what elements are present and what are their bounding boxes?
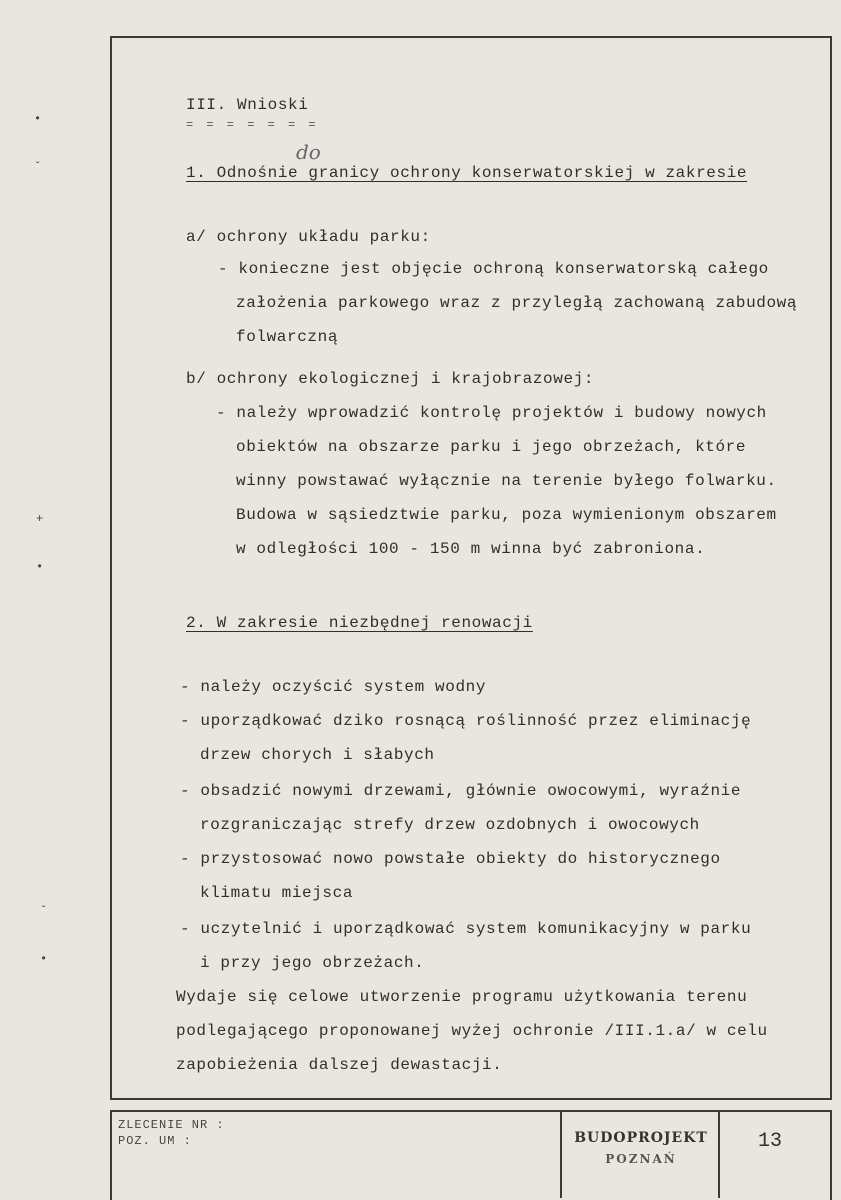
section2-line: klimatu miejsca [200,884,354,902]
closing-line: Wydaje się celowe utworzenie programu użytkowania terenu [176,988,748,1006]
section1-b-line: obiektów na obszarze parku i jego obrzeżach, które [236,438,747,456]
company-stamp-city: POZNAŃ [605,1152,677,1166]
section2-line: - należy oczyścić system wodny [180,678,487,696]
section1-b-label: b/ ochrony ekologicznej i krajobrazowej: [186,370,595,388]
margin-mark: ˇ [40,904,48,918]
section1-a-line: założenia parkowego wraz z przyległą zachowaną zabudową [236,294,798,312]
section1-a-line: folwarczną [236,328,339,346]
section-heading: III. Wnioski [186,96,309,114]
closing-line: podlegającego proponowanej wyżej ochronie /III.1.a/ w celu [176,1022,768,1040]
section1-title: 1. Odnośnie granicy ochrony konserwatorskiej w zakresie [186,164,748,182]
footer-divider [718,1110,720,1198]
section1-b-line: - należy wprowadzić kontrolę projektów i budowy nowych [216,404,767,422]
order-number-label: ZLECENIE NR : [118,1118,225,1132]
section2-line: - uczytelnić i uporządkować system komunikacyjny w parku [180,920,752,938]
handwritten-note: do [296,140,321,164]
heading-underline: = = = = = = = [186,118,319,132]
section2-line: - obsadzić nowymi drzewami, głównie owocowymi, wyraźnie [180,782,742,800]
section2-line: rozgraniczając strefy drzew ozdobnych i owocowych [200,816,700,834]
margin-mark: • [36,560,44,574]
margin-mark: • [34,112,42,126]
section1-b-line: winny powstawać wyłącznie na terenie byłego folwarku. [236,472,777,490]
closing-line: zapobieżenia dalszej dewastacji. [176,1056,503,1074]
section1-a-label: a/ ochrony układu parku: [186,228,431,246]
section2-title: 2. W zakresie niezbędnej renowacji [186,614,533,632]
section1-b-line: w odległości 100 - 150 m winna być zabroniona. [236,540,706,558]
item-label: POZ. UM : [118,1134,192,1148]
page-frame [110,36,832,1100]
page-number: 13 [758,1130,783,1153]
section2-line: - przystosować nowo powstałe obiekty do historycznego [180,850,721,868]
section2-line: drzew chorych i słabych [200,746,435,764]
margin-mark: • [40,952,48,966]
margin-mark: ˇ [34,160,42,174]
section1-a-line: - konieczne jest objęcie ochroną konserwatorską całego [218,260,769,278]
section2-line: i przy jego obrzeżach. [200,954,425,972]
company-stamp-name: BUDOPROJEKT [574,1130,708,1146]
section2-line: - uporządkować dziko rosnącą roślinność przez eliminację [180,712,752,730]
margin-mark: + [36,512,44,526]
section1-b-line: Budowa w sąsiedztwie parku, poza wymienionym obszarem [236,506,777,524]
footer-divider [560,1110,562,1198]
